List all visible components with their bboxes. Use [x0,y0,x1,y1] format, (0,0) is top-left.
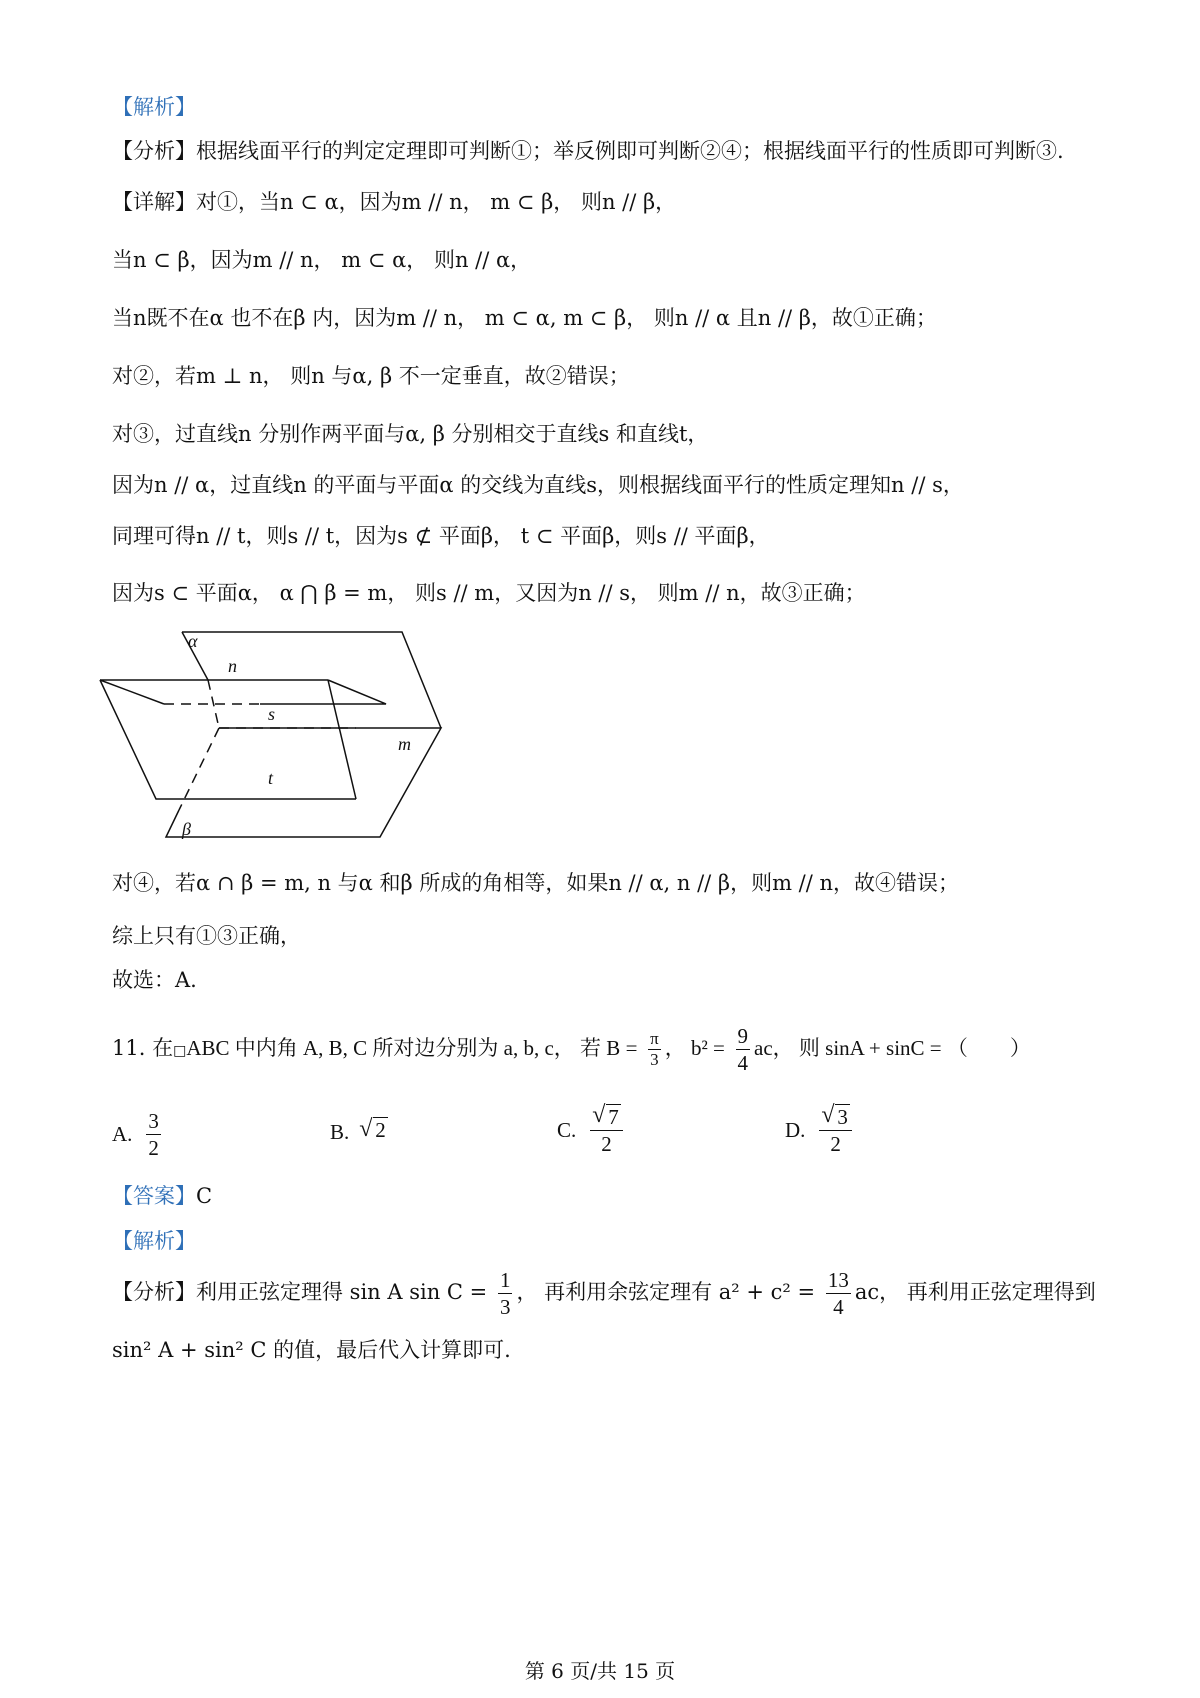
analysis2-f2-den: 4 [833,1295,844,1319]
plane-diagram [100,631,460,850]
t-label: t [268,768,274,788]
sqrt-icon: √ [359,1116,373,1142]
choice-d-frac [819,1104,852,1157]
answer-line [112,1181,1120,1211]
detail-line-2: 当n ⊂ β，因为m // n， m ⊂ α， 则n // α， [112,248,532,272]
analysis-line [112,136,1120,166]
detail-text-1: 对①，当n ⊂ α，因为m // n， m ⊂ β， 则n // β， [196,190,677,214]
analysis2-line-1 [112,1264,1120,1320]
choice-d-den: 2 [830,1132,841,1156]
choice-b [330,1118,388,1145]
detail-line-9: 对④，若α ∩ β = m, n 与α 和β 所成的角相等，如果n // α, n // β，则m // n，故④错误； [112,871,960,895]
analysis2-f1-num: 1 [499,1268,511,1292]
analysis-text: 根据线面平行的判定定理即可判断①；举反例即可判断②④；根据线面平行的性质即可判断③. [196,139,1064,163]
analysis2-f1-den: 3 [499,1295,511,1319]
frac-b [648,1029,661,1070]
jiexi-heading-2 [112,1226,1120,1256]
fenxi-tag: 【分析】 [112,139,196,163]
choice-a-label: A. [112,1122,133,1146]
choice-a [112,1108,165,1161]
choice-c-num-wrap [590,1104,623,1131]
choice-b-sqrt [359,1118,388,1143]
choice-c-num: 7 [608,1105,619,1129]
xiangjie-tag: 【详解】 [112,190,196,214]
analysis2-a: 利用正弦定理得 sin A sin C = [196,1280,488,1304]
frac-c-den: 4 [737,1051,749,1075]
choice-d-num-wrap [819,1104,852,1131]
summary-line: 综上只有①③正确， [112,924,301,948]
n-label: n [228,656,237,676]
choice-d [785,1104,856,1157]
choice-d-label: D. [785,1118,806,1142]
beta-label: β [182,819,191,839]
choice-b-expr: 2 [375,1118,386,1142]
answer-value: C [196,1184,213,1208]
alpha-label: α [188,631,198,651]
q11-prefix: 11. 在 [112,1036,174,1060]
detail-line-4: 对②，若m ⊥ n， 则n 与α, β 不一定垂直，故②错误； [112,364,630,388]
choice-c-den: 2 [601,1132,612,1156]
sqrt-icon: √ [592,1102,606,1128]
s-label: s [268,704,276,724]
choice-a-den: 2 [148,1136,159,1160]
q11-stem-b: ， b² = [664,1036,725,1060]
detail-line-1 [112,187,1120,217]
frac-b-den: 3 [650,1050,659,1069]
detail-line-8: 因为s ⊂ 平面α， α ⋂ β = m， 则s // m，又因为n // s， 则m // n，故③正确； [112,581,866,605]
analysis2-line-2: sin² A + sin² C 的值，最后代入计算即可. [112,1338,511,1362]
page-footer: 第 6 页/共 15 页 [524,1659,676,1683]
detail-line-6: 因为n // α，过直线n 的平面与平面α 的交线为直线s，则根据线面平行的性质定理知n // s， [112,473,964,497]
frac-c [736,1023,751,1076]
q11-stem-a: ABC 中内角 A, B, C 所对边分别为 a, b, c， 若 B = [186,1036,638,1060]
analysis2-frac-2 [826,1267,851,1320]
choice-c-frac [590,1104,623,1157]
sqrt-icon: √ [821,1102,835,1128]
choice-a-num: 3 [148,1109,159,1133]
jiexi-heading [112,92,1120,122]
analysis2-b: ， 再利用余弦定理有 a² + c² = [516,1280,816,1304]
detail-line-7: 同理可得n // t，则s // t，因为s ⊄ 平面β， t ⊂ 平面β，则s // 平面β， [112,524,770,548]
choice-c-sqrt [592,1104,621,1130]
question-11 [112,1022,1120,1077]
analysis2-c: ac， 再利用正弦定理得到 [854,1280,1096,1304]
jiexi-tag-2: 【解析】 [112,1229,196,1253]
frac-b-num: π [650,1029,659,1048]
choice-c-label: C. [557,1118,577,1142]
daan-tag: 【答案】 [112,1184,196,1208]
plane-figure [100,631,460,854]
choice-d-sqrt [821,1104,850,1130]
analysis2-f2-num: 13 [827,1268,849,1292]
beta-plane-lower-edge [100,680,356,799]
triangle-box: □ [173,1043,187,1059]
choice-c [557,1104,627,1157]
q11-stem-c: ac， 则 sinA + sinC = （ ） [754,1036,1031,1060]
choice-line: 故选：A. [112,968,197,992]
choice-b-label: B. [330,1119,350,1144]
jiexi-tag: 【解析】 [112,95,196,119]
detail-line-3: 当n既不在α 也不在β 内，因为m // n， m ⊂ α, m ⊂ β， 则n // α 且n // β，故①正确； [112,306,937,330]
frac-c-num: 9 [737,1024,749,1048]
choice-a-frac [146,1108,161,1161]
choice-d-num: 3 [837,1105,848,1129]
detail-line-5: 对③，过直线n 分别作两平面与α, β 分别相交于直线s 和直线t， [112,422,709,446]
m-label: m [398,734,411,754]
analysis2-frac-1 [498,1267,513,1320]
fenxi-tag-2: 【分析】 [112,1280,196,1304]
